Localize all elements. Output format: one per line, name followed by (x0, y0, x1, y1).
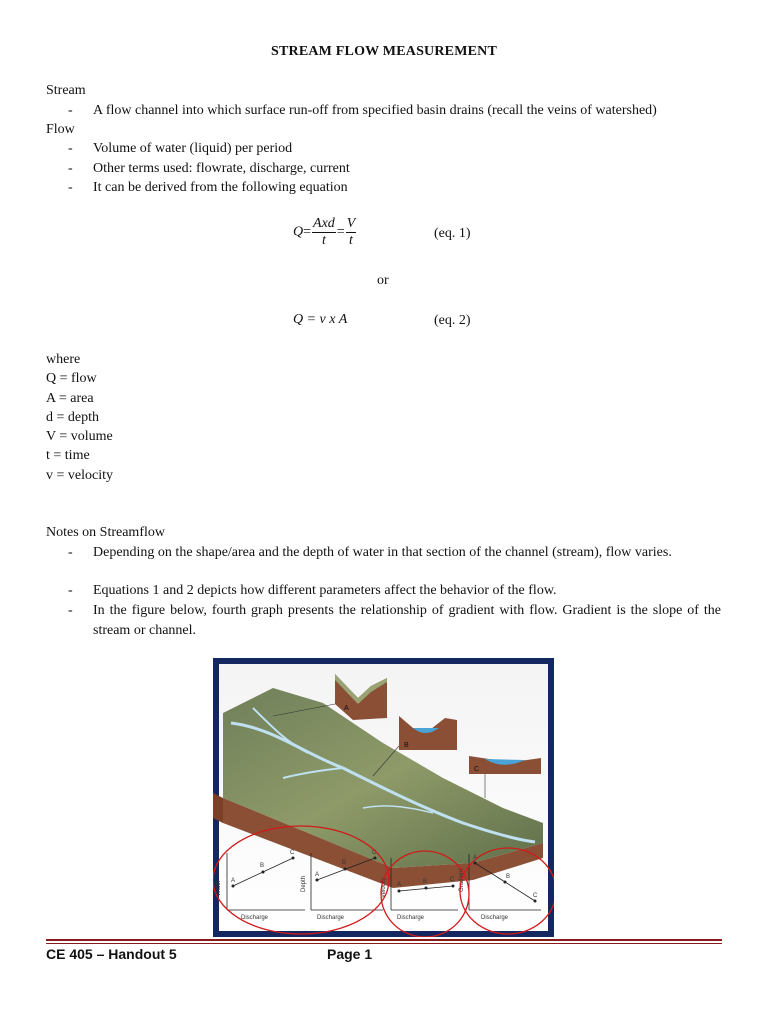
svg-text:Width: Width (216, 880, 222, 896)
notes-bullet: Depending on the shape/area and the depth of water in that section of the channel (stream), flow varies. (93, 545, 672, 560)
eq2-label: (eq. 2) (434, 313, 471, 328)
svg-text:Discharge: Discharge (317, 915, 345, 921)
bullet-dash: - (68, 603, 73, 618)
definition: v = velocity (46, 468, 113, 483)
eq1-frac1-num: Axd (313, 216, 335, 231)
svg-text:B: B (342, 860, 347, 866)
svg-text:Discharge: Discharge (481, 915, 509, 921)
section-label-b: B (404, 742, 409, 749)
bullet-dash: - (68, 545, 73, 560)
figure-illustration (213, 658, 554, 937)
bullet-dash: - (68, 180, 73, 195)
footer-rule (46, 939, 722, 941)
flow-heading: Flow (46, 122, 75, 137)
stream-heading: Stream (46, 83, 86, 98)
eq1-frac1-den: t (321, 233, 326, 248)
svg-text:B: B (423, 879, 428, 885)
definition: V = volume (46, 429, 113, 444)
eq1-frac2-den: t (349, 233, 353, 248)
definition: A = area (46, 391, 94, 406)
svg-text:Discharge: Discharge (241, 915, 269, 921)
notes-bullet: In the figure below, fourth graph presents the relationship of gradient with flow. Gradient is the slope of the stream or channel. (93, 603, 721, 638)
section-label-c: C (474, 766, 480, 773)
svg-text:Velocity: Velocity (381, 877, 387, 898)
flow-bullet: Volume of water (liquid) per period (93, 141, 293, 156)
svg-text:C: C (372, 850, 377, 856)
svg-text:Discharge: Discharge (397, 915, 425, 921)
footer-rule (46, 943, 722, 944)
bullet-dash: - (68, 583, 73, 598)
stream-profile-figure (213, 658, 554, 937)
svg-text:Depth: Depth (301, 875, 307, 892)
eq1-frac2-num: V (346, 216, 356, 231)
bullet-dash: - (68, 161, 73, 176)
svg-text:A: A (473, 855, 478, 861)
svg-text:B: B (506, 874, 511, 880)
bullet-dash: - (68, 141, 73, 156)
svg-text:Gradient: Gradient (459, 868, 465, 892)
svg-text:A: A (397, 882, 402, 888)
notes-heading: Notes on Streamflow (46, 525, 165, 540)
definition: t = time (46, 448, 90, 463)
footer-page-number: Page 1 (327, 946, 373, 962)
equation-2: Q = v x A (293, 312, 348, 327)
svg-text:B: B (260, 863, 265, 869)
definition: Q = flow (46, 371, 97, 386)
svg-text:A: A (315, 872, 320, 878)
equation-1: Q= $\frac{\text{Axd}}{t}$ = $\frac{V}{t}$ (293, 216, 356, 248)
footer-course: CE 405 – Handout 5 (46, 946, 177, 962)
flow-bullet: It can be derived from the following equation (93, 180, 348, 195)
eq1-label: (eq. 1) (434, 226, 471, 241)
svg-text:A: A (231, 878, 236, 884)
bullet-dash: - (68, 103, 73, 118)
section-label-a: A (344, 705, 349, 712)
page-title: STREAM FLOW MEASUREMENT (270, 44, 498, 59)
stream-definition: A flow channel into which surface run-off from specified basin drains (recall the veins of watershed) (93, 103, 657, 118)
notes-bullet: Equations 1 and 2 depicts how different parameters affect the behavior of the flow. (93, 583, 557, 598)
svg-text:C: C (533, 893, 538, 899)
where-heading: where (46, 352, 81, 367)
eq1-lhs: Q (293, 224, 304, 240)
svg-text:C: C (450, 877, 455, 883)
flow-bullet: Other terms used: flowrate, discharge, current (93, 161, 350, 176)
or-text: or (377, 273, 389, 288)
svg-text:C: C (290, 850, 295, 856)
definition: d = depth (46, 410, 99, 425)
